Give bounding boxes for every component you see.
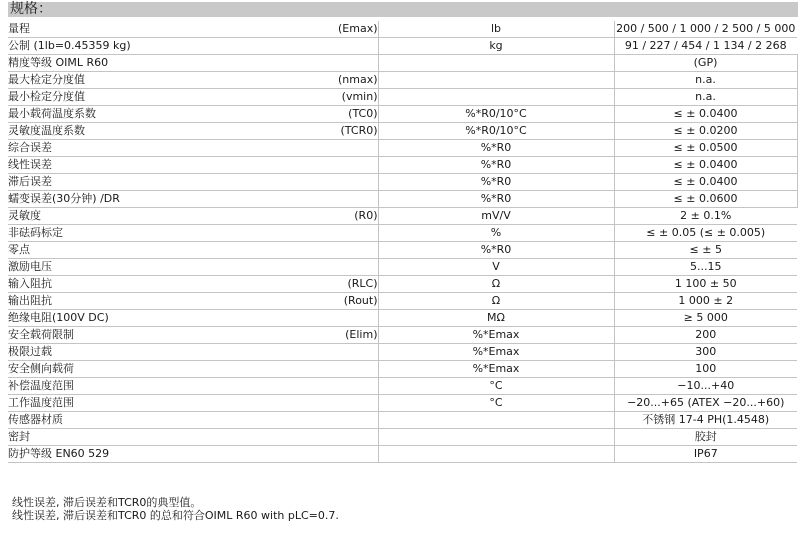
spec-symbol — [298, 140, 378, 157]
spec-row — [8, 446, 797, 463]
spec-label: 工作温度范围 — [8, 395, 298, 412]
spec-label: 蠕变误差(30分钟) /DR — [8, 191, 298, 208]
spec-label: 最小检定分度值 — [8, 89, 298, 106]
spec-row — [8, 327, 797, 344]
spec-unit: %*R0 — [378, 242, 614, 259]
section-header — [8, 2, 798, 17]
spec-row — [8, 344, 797, 361]
spec-label: 输入阻抗 — [8, 276, 298, 293]
spec-symbol: (nmax) — [298, 72, 378, 89]
spec-row — [8, 259, 797, 276]
spec-row — [8, 140, 797, 157]
spec-row — [8, 55, 797, 72]
spec-label: 滞后误差 — [8, 174, 298, 191]
spec-unit: %*R0 — [378, 140, 614, 157]
spec-unit: Ω — [378, 293, 614, 310]
footnote: 线性误差, 滞后误差和TCR0 的总和符合OIML R60 with pLC=0.7. — [12, 509, 339, 522]
spec-symbol — [298, 344, 378, 361]
spec-value: 300 — [614, 344, 797, 361]
spec-label: 传感器材质 — [8, 412, 298, 429]
section-title: 规格： — [10, 1, 52, 17]
spec-unit — [378, 446, 614, 463]
spec-symbol — [298, 395, 378, 412]
spec-label: 零点 — [8, 242, 298, 259]
footnote: 线性误差, 滞后误差和TCR0的典型值。 — [12, 496, 202, 509]
spec-label: 安全载荷限制 — [8, 327, 298, 344]
spec-row — [8, 89, 797, 106]
spec-row — [8, 429, 797, 446]
spec-unit: %*R0/10°C — [378, 123, 614, 140]
spec-row — [8, 191, 797, 208]
spec-symbol — [298, 259, 378, 276]
spec-symbol — [298, 446, 378, 463]
spec-label: 量程 — [8, 21, 298, 38]
spec-row — [8, 174, 797, 191]
spec-symbol: (RLC) — [298, 276, 378, 293]
spec-unit: V — [378, 259, 614, 276]
spec-symbol — [298, 157, 378, 174]
spec-label: 安全侧向载荷 — [8, 361, 298, 378]
spec-symbol — [298, 378, 378, 395]
spec-unit — [378, 72, 614, 89]
spec-unit — [378, 89, 614, 106]
spec-value-gp: ≤ ± 0.0400 — [614, 174, 797, 191]
spec-symbol: (TCR0) — [298, 123, 378, 140]
spec-label: 密封 — [8, 429, 298, 446]
spec-value-gp: n.a. — [614, 72, 797, 89]
spec-symbol: (Rout) — [298, 293, 378, 310]
spec-value: 200 / 500 / 1 000 / 2 500 / 5 000 — [614, 21, 797, 38]
spec-value: ≥ 5 000 — [614, 310, 797, 327]
spec-symbol — [298, 242, 378, 259]
spec-value: 100 — [614, 361, 797, 378]
spec-value-gp: (GP) — [614, 55, 797, 72]
spec-symbol — [298, 55, 378, 72]
spec-label: 非砝码标定 — [8, 225, 298, 242]
spec-symbol — [298, 361, 378, 378]
spec-symbol — [298, 225, 378, 242]
spec-table — [8, 21, 797, 463]
spec-value: IP67 — [614, 446, 797, 463]
spec-value: ≤ ± 0.05 (≤ ± 0.005) — [614, 225, 797, 242]
spec-symbol — [298, 174, 378, 191]
spec-value: 91 / 227 / 454 / 1 134 / 2 268 — [614, 38, 797, 55]
spec-label: 补偿温度范围 — [8, 378, 298, 395]
spec-row — [8, 72, 797, 89]
spec-label: 最大检定分度值 — [8, 72, 298, 89]
spec-value: 不锈钢 17-4 PH(1.4548) — [614, 412, 797, 429]
spec-symbol — [298, 310, 378, 327]
spec-label: 最小载荷温度系数 — [8, 106, 298, 123]
spec-row — [8, 225, 797, 242]
spec-unit: %*Emax — [378, 361, 614, 378]
spec-unit: %*R0/10°C — [378, 106, 614, 123]
spec-unit: %*R0 — [378, 174, 614, 191]
spec-value: 5...15 — [614, 259, 797, 276]
spec-label: 极限过载 — [8, 344, 298, 361]
spec-symbol: (R0) — [298, 208, 378, 225]
spec-row — [8, 412, 797, 429]
spec-value-gp: ≤ ± 0.0200 — [614, 123, 797, 140]
spec-value: 1 100 ± 50 — [614, 276, 797, 293]
spec-symbol: (TC0) — [298, 106, 378, 123]
spec-row — [8, 395, 797, 412]
spec-row — [8, 208, 797, 225]
spec-row — [8, 242, 797, 259]
spec-row — [8, 361, 797, 378]
spec-unit: % — [378, 225, 614, 242]
spec-value: 1 000 ± 2 — [614, 293, 797, 310]
spec-symbol: (Elim) — [298, 327, 378, 344]
spec-label: 公制 (1lb=0.45359 kg) — [8, 38, 298, 55]
spec-unit: MΩ — [378, 310, 614, 327]
spec-row — [8, 293, 797, 310]
spec-value: 2 ± 0.1% — [614, 208, 797, 225]
spec-unit — [378, 429, 614, 446]
spec-unit: %*Emax — [378, 327, 614, 344]
footnotes — [12, 496, 339, 522]
spec-label: 激励电压 — [8, 259, 298, 276]
spec-unit: %*Emax — [378, 344, 614, 361]
spec-label: 绝缘电阻(100V DC) — [8, 310, 298, 327]
spec-row — [8, 310, 797, 327]
spec-value-gp: ≤ ± 0.0600 — [614, 191, 797, 208]
spec-symbol — [298, 38, 378, 55]
spec-unit: Ω — [378, 276, 614, 293]
spec-label: 精度等级 OIML R60 — [8, 55, 298, 72]
spec-symbol — [298, 429, 378, 446]
spec-value-gp: ≤ ± 0.0500 — [614, 140, 797, 157]
spec-unit: kg — [378, 38, 614, 55]
spec-unit — [378, 55, 614, 72]
spec-symbol — [298, 412, 378, 429]
spec-value-gp: n.a. — [614, 89, 797, 106]
spec-label: 灵敏度 — [8, 208, 298, 225]
spec-value: −20...+65 (ATEX −20...+60) — [614, 395, 797, 412]
spec-row — [8, 21, 797, 38]
spec-unit: °C — [378, 378, 614, 395]
spec-unit: %*R0 — [378, 191, 614, 208]
spec-unit: %*R0 — [378, 157, 614, 174]
spec-value-gp: ≤ ± 0.0400 — [614, 106, 797, 123]
spec-row — [8, 157, 797, 174]
spec-row — [8, 106, 797, 123]
spec-label: 线性误差 — [8, 157, 298, 174]
spec-value: −10...+40 — [614, 378, 797, 395]
spec-row — [8, 38, 797, 55]
spec-symbol — [298, 191, 378, 208]
spec-value: ≤ ± 5 — [614, 242, 797, 259]
spec-label: 综合误差 — [8, 140, 298, 157]
spec-value: 200 — [614, 327, 797, 344]
spec-label: 输出阻抗 — [8, 293, 298, 310]
spec-value-gp: ≤ ± 0.0400 — [614, 157, 797, 174]
spec-label: 防护等级 EN60 529 — [8, 446, 298, 463]
spec-symbol: (vmin) — [298, 89, 378, 106]
spec-unit: lb — [378, 21, 614, 38]
spec-label: 灵敏度温度系数 — [8, 123, 298, 140]
spec-symbol: (Emax) — [298, 21, 378, 38]
spec-row — [8, 276, 797, 293]
spec-row — [8, 123, 797, 140]
spec-unit: mV/V — [378, 208, 614, 225]
spec-unit — [378, 412, 614, 429]
spec-value: 胶封 — [614, 429, 797, 446]
spec-unit: °C — [378, 395, 614, 412]
spec-row — [8, 378, 797, 395]
